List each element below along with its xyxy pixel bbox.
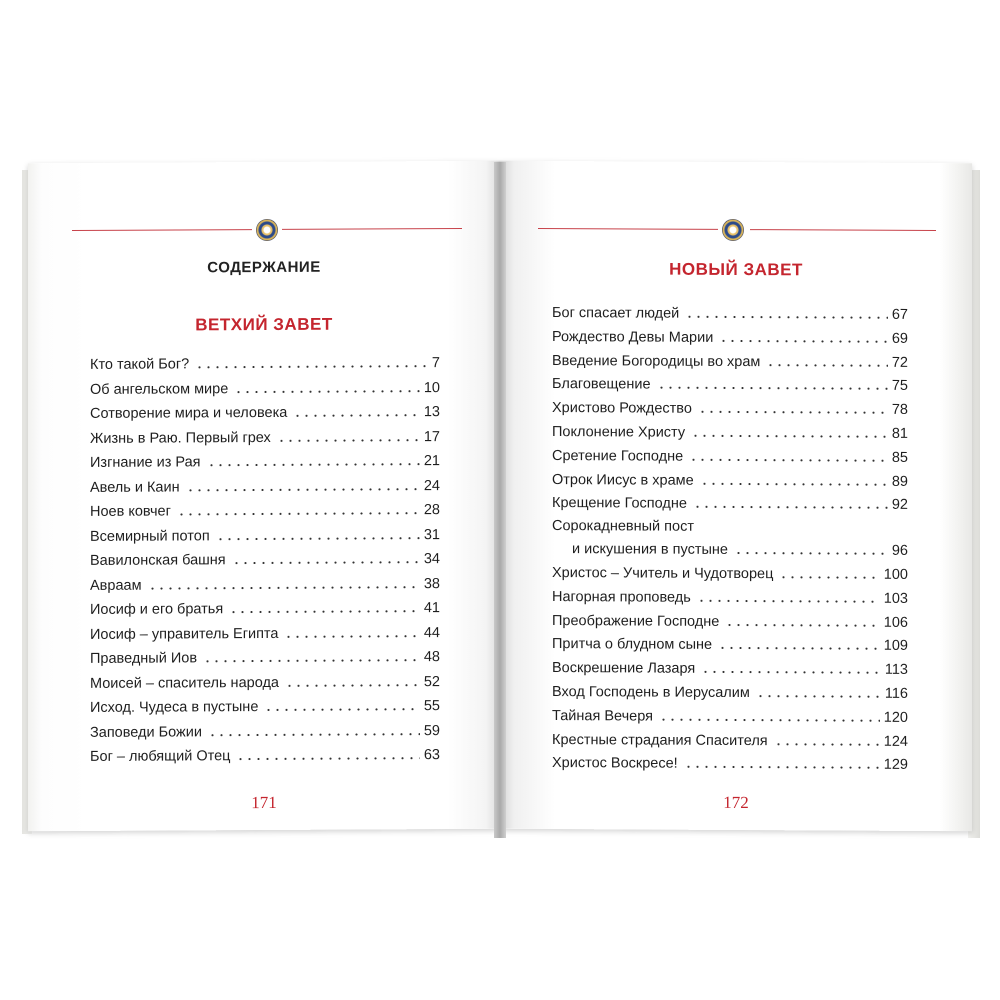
toc-entry-page: 72 [891,354,908,371]
toc-entry-page: 75 [891,378,908,395]
toc-entry-page: 85 [891,449,908,466]
leader-dots [697,600,880,603]
toc-entry-title: Кто такой Бог? [90,356,190,373]
toc-entry-title: Христос Воскресе! [552,755,678,773]
toc-entry-title: Введение Богородицы во храм [552,352,761,370]
ornament-medallion-icon [256,219,278,241]
toc-entry-title: Нагорная проповедь [552,588,691,606]
toc-entry [552,518,908,560]
toc-entry-title: Бог – любящий Отец [90,748,231,765]
new-testament-title: НОВЫЙ ЗАВЕТ [669,259,803,280]
toc-entry-page: 38 [423,575,440,592]
leader-dots [277,439,420,442]
toc-entry [552,632,908,654]
leader-dots [657,387,888,390]
toc-entry [552,349,908,371]
open-book [28,162,972,852]
toc-list-new-testament [552,301,908,774]
leader-dots [264,708,419,711]
toc-entry-title: Притча о блудном сыне [552,636,713,654]
leader-dots [234,390,420,393]
toc-entry [552,704,908,726]
toc-entry-page: 92 [891,497,908,514]
toc-entry [552,372,908,394]
toc-entry-title: Изгнание из Рая [90,454,201,471]
book-spine-gutter [494,162,506,838]
toc-entry-title: Сотворение мира и человека [90,404,288,422]
toc-entry [552,396,908,418]
toc-entry-page: 69 [891,330,908,347]
toc-entry-page: 116 [884,685,908,702]
toc-entry-page: 96 [891,543,908,560]
left-page [28,161,500,831]
toc-entry [552,751,908,773]
leader-dots [700,482,888,485]
toc-entry-title: Праведный Иов [90,650,198,667]
leader-dots [216,537,420,540]
leader-dots [701,671,881,674]
toc-entry [90,547,440,569]
toc-entry [552,444,908,466]
toc-entry [552,468,908,490]
toc-entry-title: Ноев ковчег [90,503,171,520]
toc-entry-page: 78 [891,402,908,419]
leader-dots [685,316,888,319]
toc-entry-title: Воскрешение Лазаря [552,660,696,677]
toc-entry-page: 31 [423,526,440,543]
leader-dots [719,340,888,343]
toc-entry [90,376,440,398]
toc-entry-title: Отрок Иисус в храме [552,471,694,489]
toc-entry [90,572,440,594]
toc-entry-page: 52 [423,673,440,690]
toc-entry-title: Вход Господень в Иерусалим [552,684,750,702]
leader-dots [195,365,428,368]
toc-entry [552,656,908,678]
leader-dots [148,586,420,589]
toc-entry-title: Крестные страдания Спасителя [552,731,768,749]
toc-entry-page: 124 [883,733,908,750]
toc-entry-title: Христово Рождество [552,400,692,417]
leader-dots [285,684,420,687]
toc-entry-page: 59 [423,722,440,739]
old-testament-title: ВЕТХИЙ ЗАВЕТ [195,314,333,335]
header-ornament [72,218,462,242]
toc-entry [552,585,908,607]
toc-entry-title: Благовещение [552,376,651,393]
leader-dots [684,766,880,769]
toc-entry [552,420,908,442]
toc-entry [90,400,440,422]
toc-entry-page: 24 [423,477,440,494]
ornament-medallion-icon [722,219,744,241]
toc-entry-title: Заповеди Божии [90,723,202,741]
toc-entry-title: Сретение Господне [552,447,684,465]
toc-entry [90,351,440,373]
toc-entry [90,719,440,741]
toc-entry [90,743,440,765]
leader-dots [229,610,420,613]
toc-entry [90,449,440,471]
toc-entry-page: 41 [423,600,440,617]
toc-entry-title: Исход. Чудеса в пустыне [90,699,259,716]
toc-entry-page: 113 [884,661,908,679]
leader-dots [236,757,419,760]
leader-dots [691,435,888,438]
toc-entry-page: 21 [423,453,440,470]
leader-dots [693,506,888,509]
toc-entry-page: 129 [883,757,908,774]
toc-entry-page: 106 [883,614,908,631]
leader-dots [232,561,420,564]
toc-entry [90,498,440,520]
leader-dots [774,743,880,746]
leader-dots [293,414,420,417]
toc-entry [552,491,908,513]
toc-entry [90,621,440,643]
toc-entry-title: Поклонение Христу [552,424,686,441]
toc-entry-page: 81 [891,425,908,442]
toc-entry-page: 89 [891,473,908,490]
leader-dots [734,552,888,555]
leader-dots [208,733,420,736]
header-ornament [538,218,936,242]
toc-entry [90,474,440,496]
toc-entry [552,728,908,750]
toc-entry-title: Бог спасает людей [552,305,680,322]
leader-dots [207,463,420,466]
toc-entry [90,694,440,716]
toc-entry-page: 55 [423,698,440,715]
toc-entry-title: Преображение Господне [552,612,720,630]
page-number-right: 172 [723,792,749,813]
toc-entry-page: 28 [423,502,440,519]
leader-dots [698,411,888,414]
toc-entry-title: и искушения в пустыне [572,541,728,559]
toc-entry-title: Крещение Господне [552,495,687,513]
leader-dots [659,718,880,721]
toc-entry-page: 63 [423,747,440,764]
toc-entry [552,325,908,347]
toc-entry-title: Тайная Вечеря [552,707,653,725]
toc-entry-title: Христос – Учитель и Чудотворец [552,565,774,583]
toc-entry-page: 44 [423,624,440,641]
toc-entry-title-line1: Сорокадневный пост [552,518,694,535]
toc-entry-page: 103 [883,590,908,607]
toc-entry-title: Вавилонская башня [90,552,226,569]
toc-entry-title: Об ангельском мире [90,380,229,398]
toc-list-old-testament [90,351,440,765]
toc-entry-title: Иосиф и его братья [90,601,224,618]
toc-entry-page: 67 [891,306,908,323]
toc-entry [552,680,908,702]
toc-entry [90,425,440,447]
leader-dots [186,488,420,491]
toc-entry-page: 100 [883,566,908,583]
toc-entry [90,645,440,667]
toc-entry-page: 120 [883,709,908,726]
toc-entry-page: 10 [423,379,440,396]
toc-entry-title: Моисей – спаситель народа [90,674,279,692]
toc-entry-title: Авраам [90,577,142,594]
toc-entry-title: Жизнь в Раю. Первый грех [90,429,271,447]
leader-dots [756,695,881,698]
toc-entry-page: 17 [423,428,440,445]
toc-entry [90,596,440,618]
toc-entry-page: 48 [423,649,440,666]
leader-dots [689,459,888,462]
leader-dots [203,659,420,662]
leader-dots [725,624,879,627]
toc-entry-title: Всемирный потоп [90,527,210,545]
leader-dots [718,647,880,650]
toc-entry-title: Иосиф – управитель Египта [90,625,279,643]
toc-entry-title: Авель и Каин [90,478,180,496]
toc-entry-page: 13 [423,404,440,421]
page-number-left: 171 [251,792,277,813]
toc-entry [90,670,440,692]
toc-entry [90,523,440,545]
toc-entry-page: 7 [431,355,440,372]
leader-dots [177,512,420,515]
leader-dots [766,364,887,367]
toc-entry [552,301,908,323]
contents-heading: СОДЕРЖАНИЕ [207,258,321,277]
leader-dots [779,576,879,579]
toc-entry [552,561,908,583]
right-page [500,161,972,831]
toc-entry-page: 109 [883,638,908,655]
toc-entry [552,609,908,631]
toc-entry-page: 34 [423,551,440,568]
toc-entry-title: Рождество Девы Марии [552,328,714,346]
leader-dots [284,635,419,638]
